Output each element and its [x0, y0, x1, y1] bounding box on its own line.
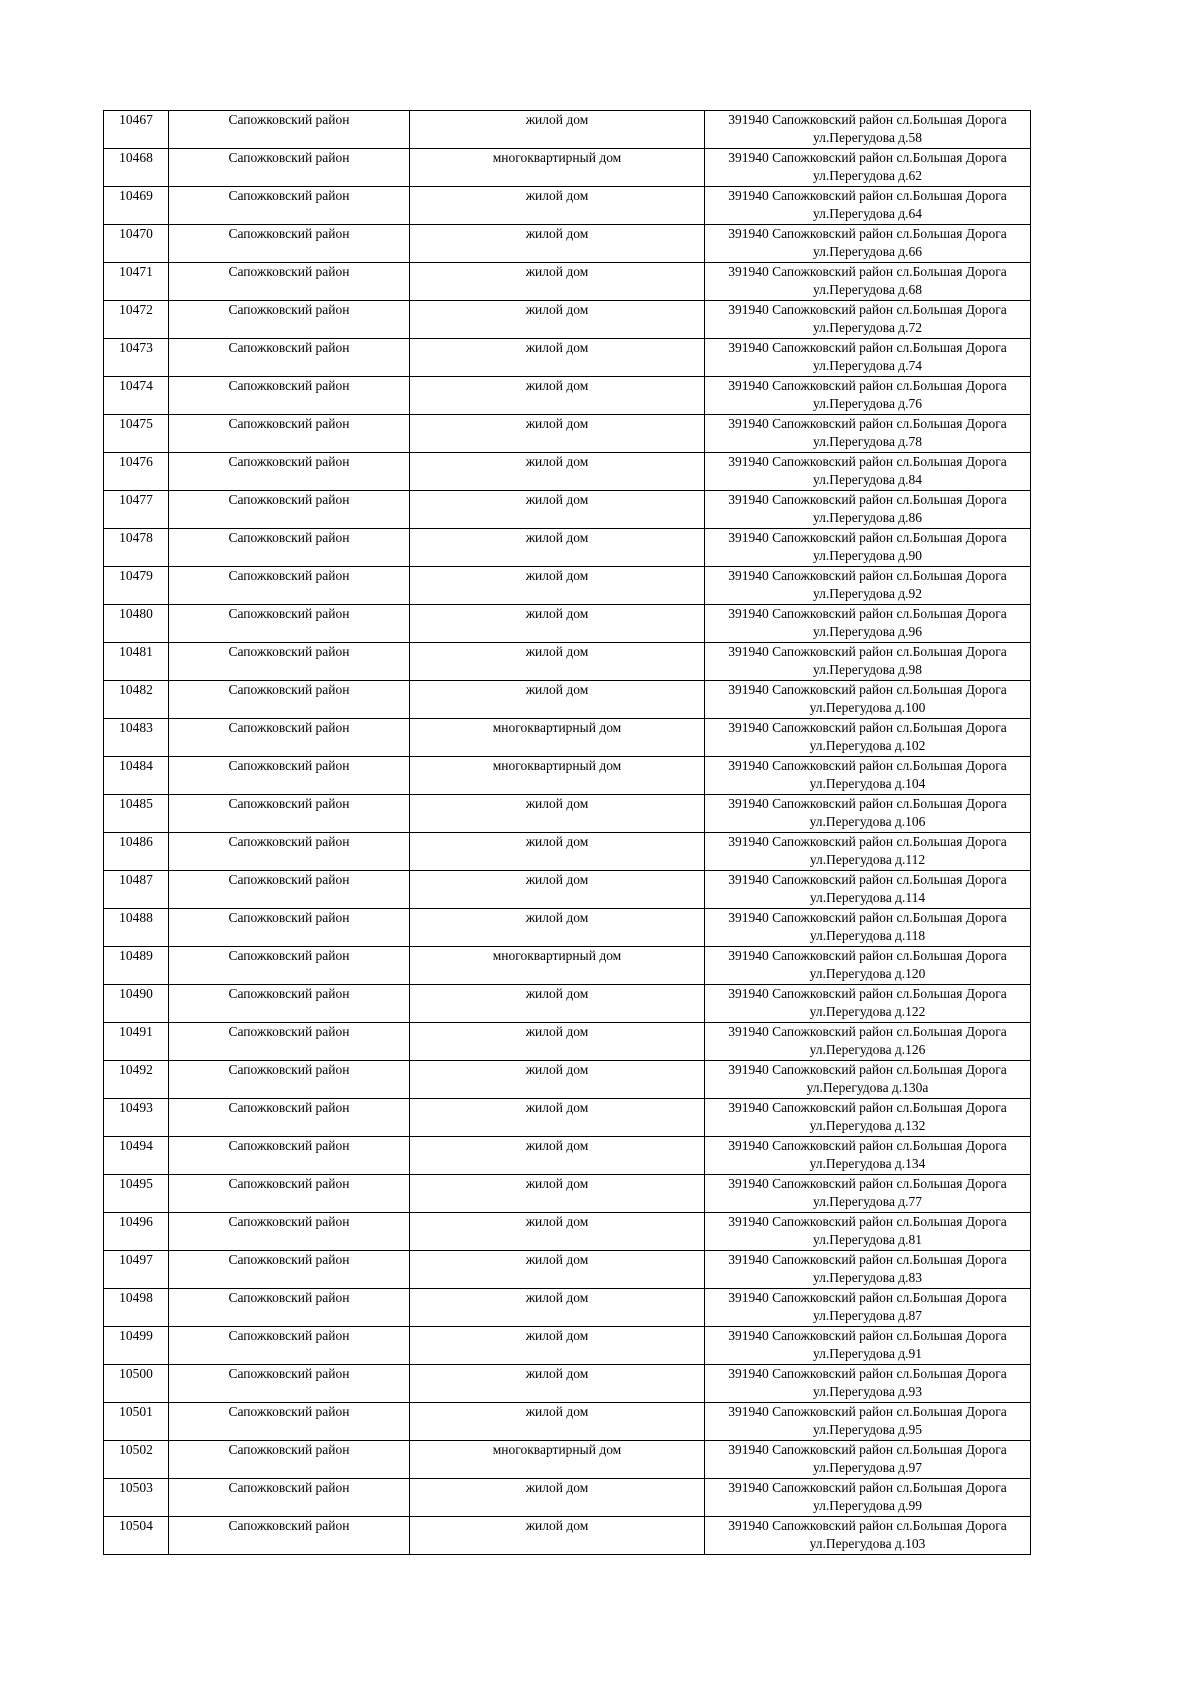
table-row [104, 1251, 1031, 1289]
registry-table-body [104, 111, 1031, 1555]
building-type-cell: жилой дом [410, 1479, 705, 1517]
address-line-2: ул.Перегудова д.58 [812, 130, 923, 145]
address-cell [705, 529, 1031, 567]
district-cell: Сапожковский район [169, 833, 410, 871]
address-cell [705, 1251, 1031, 1289]
address-cell [705, 377, 1031, 415]
building-type-cell: жилой дом [410, 263, 705, 301]
district-cell: Сапожковский район [169, 1061, 410, 1099]
address-cell [705, 491, 1031, 529]
district-cell: Сапожковский район [169, 1137, 410, 1175]
building-type-cell: жилой дом [410, 415, 705, 453]
district-cell: Сапожковский район [169, 1023, 410, 1061]
address-line-1: 391940 Сапожковский район сл.Большая Дорога [728, 986, 1007, 1001]
address-line-1: 391940 Сапожковский район сл.Большая Дорога [728, 872, 1007, 887]
record-number-cell: 10489 [104, 947, 169, 985]
district-cell: Сапожковский район [169, 415, 410, 453]
table-row [104, 1175, 1031, 1213]
building-type-cell: жилой дом [410, 377, 705, 415]
table-row [104, 225, 1031, 263]
building-type-cell: жилой дом [410, 339, 705, 377]
record-number-cell: 10470 [104, 225, 169, 263]
address-cell [705, 757, 1031, 795]
address-line-1: 391940 Сапожковский район сл.Большая Дорога [728, 1214, 1007, 1229]
address-cell [705, 567, 1031, 605]
building-type-cell: жилой дом [410, 643, 705, 681]
record-number-cell: 10499 [104, 1327, 169, 1365]
address-line-2: ул.Перегудова д.66 [812, 244, 923, 259]
district-cell: Сапожковский район [169, 529, 410, 567]
address-line-1: 391940 Сапожковский район сл.Большая Дорога [728, 1100, 1007, 1115]
table-row [104, 1365, 1031, 1403]
building-type-cell: жилой дом [410, 833, 705, 871]
address-line-2: ул.Перегудова д.86 [812, 510, 923, 525]
table-row [104, 719, 1031, 757]
table-row [104, 301, 1031, 339]
table-row [104, 1213, 1031, 1251]
table-row [104, 795, 1031, 833]
district-cell: Сапожковский район [169, 795, 410, 833]
record-number-cell: 10475 [104, 415, 169, 453]
address-line-2: ул.Перегудова д.100 [809, 700, 926, 715]
district-cell: Сапожковский район [169, 149, 410, 187]
address-line-2: ул.Перегудова д.64 [812, 206, 923, 221]
table-row [104, 985, 1031, 1023]
record-number-cell: 10502 [104, 1441, 169, 1479]
address-line-1: 391940 Сапожковский район сл.Большая Дорога [728, 568, 1007, 583]
address-line-1: 391940 Сапожковский район сл.Большая Дорога [728, 1252, 1007, 1267]
address-line-2: ул.Перегудова д.120 [809, 966, 926, 981]
address-line-2: ул.Перегудова д.104 [809, 776, 926, 791]
address-line-1: 391940 Сапожковский район сл.Большая Дорога [728, 1328, 1007, 1343]
district-cell: Сапожковский район [169, 301, 410, 339]
address-line-2: ул.Перегудова д.74 [812, 358, 923, 373]
table-row [104, 263, 1031, 301]
district-cell: Сапожковский район [169, 1441, 410, 1479]
building-type-cell: многоквартирный дом [410, 947, 705, 985]
address-line-2: ул.Перегудова д.90 [812, 548, 923, 563]
table-row [104, 491, 1031, 529]
record-number-cell: 10471 [104, 263, 169, 301]
record-number-cell: 10468 [104, 149, 169, 187]
address-line-1: 391940 Сапожковский район сл.Большая Дорога [728, 1138, 1007, 1153]
district-cell: Сапожковский район [169, 1365, 410, 1403]
district-cell: Сапожковский район [169, 111, 410, 149]
building-type-cell: жилой дом [410, 1061, 705, 1099]
address-line-2: ул.Перегудова д.114 [809, 890, 926, 905]
record-number-cell: 10497 [104, 1251, 169, 1289]
address-line-1: 391940 Сапожковский район сл.Большая Дорога [728, 378, 1007, 393]
address-line-2: ул.Перегудова д.134 [809, 1156, 926, 1171]
address-line-1: 391940 Сапожковский район сл.Большая Дорога [728, 834, 1007, 849]
district-cell: Сапожковский район [169, 339, 410, 377]
district-cell: Сапожковский район [169, 491, 410, 529]
district-cell: Сапожковский район [169, 947, 410, 985]
district-cell: Сапожковский район [169, 871, 410, 909]
district-cell: Сапожковский район [169, 909, 410, 947]
address-line-2: ул.Перегудова д.103 [809, 1536, 926, 1551]
district-cell: Сапожковский район [169, 1517, 410, 1555]
building-type-cell: жилой дом [410, 1099, 705, 1137]
address-line-2: ул.Перегудова д.96 [812, 624, 923, 639]
address-line-2: ул.Перегудова д.78 [812, 434, 923, 449]
address-line-2: ул.Перегудова д.97 [812, 1460, 923, 1475]
address-line-1: 391940 Сапожковский район сл.Большая Дорога [728, 1176, 1007, 1191]
address-line-1: 391940 Сапожковский район сл.Большая Дорога [728, 302, 1007, 317]
building-type-cell: жилой дом [410, 491, 705, 529]
district-cell: Сапожковский район [169, 605, 410, 643]
address-cell [705, 339, 1031, 377]
district-cell: Сапожковский район [169, 187, 410, 225]
record-number-cell: 10484 [104, 757, 169, 795]
address-line-2: ул.Перегудова д.126 [809, 1042, 926, 1057]
address-line-2: ул.Перегудова д.130а [806, 1080, 929, 1095]
table-row [104, 1327, 1031, 1365]
address-cell [705, 1365, 1031, 1403]
address-cell [705, 1517, 1031, 1555]
address-cell [705, 1289, 1031, 1327]
building-type-cell: жилой дом [410, 681, 705, 719]
address-cell [705, 301, 1031, 339]
address-line-1: 391940 Сапожковский район сл.Большая Дорога [728, 340, 1007, 355]
address-cell [705, 681, 1031, 719]
table-row [104, 681, 1031, 719]
district-cell: Сапожковский район [169, 1479, 410, 1517]
table-row [104, 605, 1031, 643]
record-number-cell: 10487 [104, 871, 169, 909]
address-line-2: ул.Перегудова д.83 [812, 1270, 923, 1285]
record-number-cell: 10473 [104, 339, 169, 377]
address-line-2: ул.Перегудова д.102 [809, 738, 926, 753]
building-type-cell: жилой дом [410, 1289, 705, 1327]
address-line-2: ул.Перегудова д.68 [812, 282, 923, 297]
address-line-2: ул.Перегудова д.92 [812, 586, 923, 601]
record-number-cell: 10492 [104, 1061, 169, 1099]
table-row [104, 833, 1031, 871]
district-cell: Сапожковский район [169, 1251, 410, 1289]
address-line-1: 391940 Сапожковский район сл.Большая Дорога [728, 112, 1007, 127]
district-cell: Сапожковский район [169, 719, 410, 757]
record-number-cell: 10482 [104, 681, 169, 719]
address-line-1: 391940 Сапожковский район сл.Большая Дорога [728, 530, 1007, 545]
address-line-1: 391940 Сапожковский район сл.Большая Дорога [728, 910, 1007, 925]
address-line-2: ул.Перегудова д.93 [812, 1384, 923, 1399]
record-number-cell: 10494 [104, 1137, 169, 1175]
table-row [104, 909, 1031, 947]
address-cell [705, 1023, 1031, 1061]
table-row [104, 187, 1031, 225]
building-type-cell: жилой дом [410, 909, 705, 947]
address-line-2: ул.Перегудова д.84 [812, 472, 923, 487]
address-line-2: ул.Перегудова д.99 [812, 1498, 923, 1513]
address-line-1: 391940 Сапожковский район сл.Большая Дорога [728, 682, 1007, 697]
address-cell [705, 111, 1031, 149]
district-cell: Сапожковский район [169, 985, 410, 1023]
address-cell [705, 909, 1031, 947]
address-cell [705, 795, 1031, 833]
address-line-2: ул.Перегудова д.122 [809, 1004, 926, 1019]
address-line-2: ул.Перегудова д.112 [809, 852, 926, 867]
address-line-1: 391940 Сапожковский район сл.Большая Дорога [728, 416, 1007, 431]
address-line-1: 391940 Сапожковский район сл.Большая Дорога [728, 1290, 1007, 1305]
table-row [104, 1137, 1031, 1175]
address-line-1: 391940 Сапожковский район сл.Большая Дорога [728, 226, 1007, 241]
address-cell [705, 871, 1031, 909]
address-line-1: 391940 Сапожковский район сл.Большая Дорога [728, 948, 1007, 963]
district-cell: Сапожковский район [169, 1403, 410, 1441]
address-line-1: 391940 Сапожковский район сл.Большая Дорога [728, 758, 1007, 773]
address-cell [705, 605, 1031, 643]
address-line-2: ул.Перегудова д.87 [812, 1308, 923, 1323]
building-type-cell: жилой дом [410, 605, 705, 643]
record-number-cell: 10483 [104, 719, 169, 757]
district-cell: Сапожковский район [169, 225, 410, 263]
address-line-1: 391940 Сапожковский район сл.Большая Дорога [728, 1442, 1007, 1457]
table-row [104, 453, 1031, 491]
table-row [104, 1517, 1031, 1555]
record-number-cell: 10480 [104, 605, 169, 643]
building-type-cell: многоквартирный дом [410, 149, 705, 187]
record-number-cell: 10476 [104, 453, 169, 491]
building-type-cell: жилой дом [410, 1137, 705, 1175]
building-type-cell: жилой дом [410, 1517, 705, 1555]
address-cell [705, 1327, 1031, 1365]
address-line-1: 391940 Сапожковский район сл.Большая Дорога [728, 644, 1007, 659]
building-type-cell: многоквартирный дом [410, 719, 705, 757]
record-number-cell: 10501 [104, 1403, 169, 1441]
address-cell [705, 1137, 1031, 1175]
address-cell [705, 947, 1031, 985]
address-cell [705, 643, 1031, 681]
record-number-cell: 10504 [104, 1517, 169, 1555]
record-number-cell: 10467 [104, 111, 169, 149]
address-line-1: 391940 Сапожковский район сл.Большая Дорога [728, 264, 1007, 279]
address-line-1: 391940 Сапожковский район сл.Большая Дорога [728, 796, 1007, 811]
building-type-cell: жилой дом [410, 111, 705, 149]
table-row [104, 339, 1031, 377]
district-cell: Сапожковский район [169, 643, 410, 681]
district-cell: Сапожковский район [169, 1327, 410, 1365]
building-type-cell: жилой дом [410, 1327, 705, 1365]
address-line-2: ул.Перегудова д.91 [812, 1346, 923, 1361]
address-line-1: 391940 Сапожковский район сл.Большая Дорога [728, 720, 1007, 735]
record-number-cell: 10498 [104, 1289, 169, 1327]
address-line-2: ул.Перегудова д.62 [812, 168, 923, 183]
district-cell: Сапожковский район [169, 377, 410, 415]
building-type-cell: жилой дом [410, 795, 705, 833]
table-row [104, 643, 1031, 681]
table-row [104, 1289, 1031, 1327]
record-number-cell: 10472 [104, 301, 169, 339]
record-number-cell: 10496 [104, 1213, 169, 1251]
record-number-cell: 10486 [104, 833, 169, 871]
address-cell [705, 719, 1031, 757]
address-line-1: 391940 Сапожковский район сл.Большая Дорога [728, 1062, 1007, 1077]
building-type-cell: жилой дом [410, 187, 705, 225]
building-type-cell: жилой дом [410, 567, 705, 605]
address-cell [705, 1441, 1031, 1479]
record-number-cell: 10500 [104, 1365, 169, 1403]
table-row [104, 1403, 1031, 1441]
building-type-cell: жилой дом [410, 301, 705, 339]
building-type-cell: жилой дом [410, 985, 705, 1023]
address-line-1: 391940 Сапожковский район сл.Большая Дорога [728, 606, 1007, 621]
record-number-cell: 10488 [104, 909, 169, 947]
building-type-cell: жилой дом [410, 871, 705, 909]
address-cell [705, 149, 1031, 187]
record-number-cell: 10503 [104, 1479, 169, 1517]
address-line-1: 391940 Сапожковский район сл.Большая Дорога [728, 1024, 1007, 1039]
building-type-cell: жилой дом [410, 1023, 705, 1061]
district-cell: Сапожковский район [169, 1289, 410, 1327]
address-line-2: ул.Перегудова д.132 [809, 1118, 926, 1133]
record-number-cell: 10490 [104, 985, 169, 1023]
address-cell [705, 1099, 1031, 1137]
building-type-cell: жилой дом [410, 1365, 705, 1403]
address-cell [705, 1175, 1031, 1213]
address-cell [705, 833, 1031, 871]
district-cell: Сапожковский район [169, 1175, 410, 1213]
district-cell: Сапожковский район [169, 453, 410, 491]
building-type-cell: жилой дом [410, 1175, 705, 1213]
district-cell: Сапожковский район [169, 1213, 410, 1251]
address-line-1: 391940 Сапожковский район сл.Большая Дорога [728, 150, 1007, 165]
district-cell: Сапожковский район [169, 757, 410, 795]
building-type-cell: многоквартирный дом [410, 1441, 705, 1479]
registry-table [103, 110, 1031, 1555]
district-cell: Сапожковский район [169, 1099, 410, 1137]
table-row [104, 149, 1031, 187]
table-row [104, 1023, 1031, 1061]
table-row [104, 529, 1031, 567]
address-line-2: ул.Перегудова д.106 [809, 814, 926, 829]
table-row [104, 871, 1031, 909]
table-row [104, 111, 1031, 149]
table-row [104, 1479, 1031, 1517]
record-number-cell: 10495 [104, 1175, 169, 1213]
address-cell [705, 985, 1031, 1023]
table-row [104, 377, 1031, 415]
address-cell [705, 453, 1031, 491]
table-row [104, 1061, 1031, 1099]
building-type-cell: жилой дом [410, 453, 705, 491]
building-type-cell: жилой дом [410, 1403, 705, 1441]
table-row [104, 947, 1031, 985]
address-cell [705, 187, 1031, 225]
address-cell [705, 1479, 1031, 1517]
record-number-cell: 10493 [104, 1099, 169, 1137]
table-row [104, 757, 1031, 795]
building-type-cell: многоквартирный дом [410, 757, 705, 795]
record-number-cell: 10469 [104, 187, 169, 225]
district-cell: Сапожковский район [169, 681, 410, 719]
address-line-2: ул.Перегудова д.81 [812, 1232, 923, 1247]
address-line-2: ул.Перегудова д.76 [812, 396, 923, 411]
building-type-cell: жилой дом [410, 1213, 705, 1251]
record-number-cell: 10481 [104, 643, 169, 681]
address-line-1: 391940 Сапожковский район сл.Большая Дорога [728, 188, 1007, 203]
address-line-2: ул.Перегудова д.77 [812, 1194, 923, 1209]
table-row [104, 1441, 1031, 1479]
address-line-2: ул.Перегудова д.95 [812, 1422, 923, 1437]
address-cell [705, 1213, 1031, 1251]
record-number-cell: 10491 [104, 1023, 169, 1061]
address-cell [705, 225, 1031, 263]
building-type-cell: жилой дом [410, 1251, 705, 1289]
address-line-2: ул.Перегудова д.118 [809, 928, 926, 943]
table-row [104, 567, 1031, 605]
address-line-1: 391940 Сапожковский район сл.Большая Дорога [728, 1480, 1007, 1495]
address-line-2: ул.Перегудова д.72 [812, 320, 923, 335]
address-line-1: 391940 Сапожковский район сл.Большая Дорога [728, 454, 1007, 469]
record-number-cell: 10485 [104, 795, 169, 833]
record-number-cell: 10479 [104, 567, 169, 605]
table-row [104, 415, 1031, 453]
address-line-1: 391940 Сапожковский район сл.Большая Дорога [728, 492, 1007, 507]
address-cell [705, 1403, 1031, 1441]
address-line-1: 391940 Сапожковский район сл.Большая Дорога [728, 1518, 1007, 1533]
address-cell [705, 263, 1031, 301]
address-line-1: 391940 Сапожковский район сл.Большая Дорога [728, 1366, 1007, 1381]
district-cell: Сапожковский район [169, 263, 410, 301]
address-line-1: 391940 Сапожковский район сл.Большая Дорога [728, 1404, 1007, 1419]
record-number-cell: 10478 [104, 529, 169, 567]
address-line-2: ул.Перегудова д.98 [812, 662, 923, 677]
record-number-cell: 10477 [104, 491, 169, 529]
building-type-cell: жилой дом [410, 225, 705, 263]
building-type-cell: жилой дом [410, 529, 705, 567]
district-cell: Сапожковский район [169, 567, 410, 605]
record-number-cell: 10474 [104, 377, 169, 415]
table-row [104, 1099, 1031, 1137]
address-cell [705, 415, 1031, 453]
address-cell [705, 1061, 1031, 1099]
